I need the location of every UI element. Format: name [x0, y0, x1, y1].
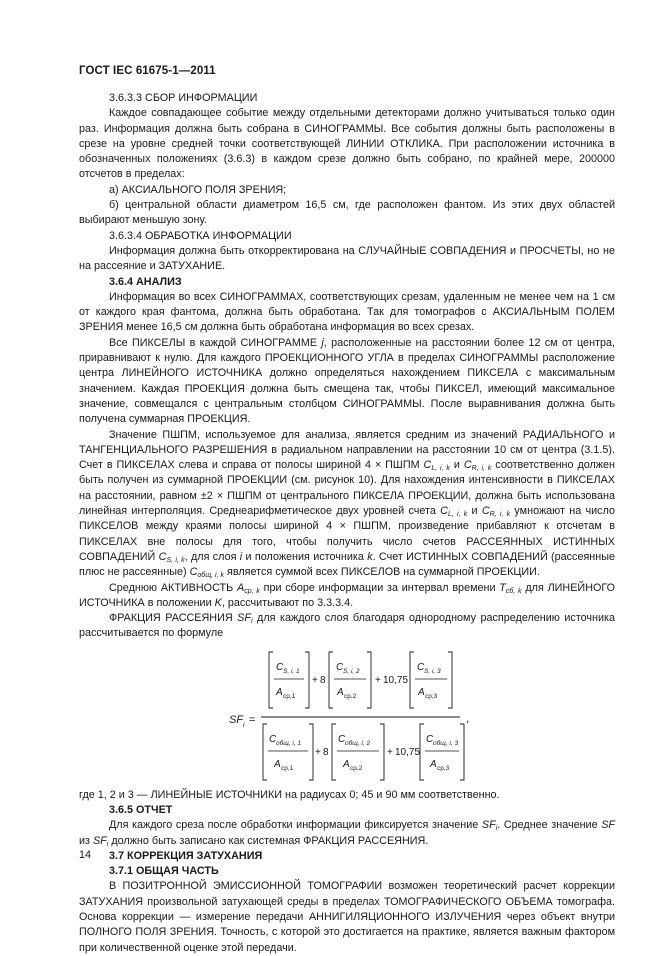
num-c3-sub: S, i, 3 [424, 667, 441, 675]
num-c2: C [336, 661, 344, 673]
page-number: 14 [79, 849, 92, 861]
num-a3-sub: ср,3 [425, 692, 438, 700]
num-a2: A [337, 686, 344, 698]
formula-lhs-sub: i [243, 721, 245, 729]
den-c3: C [426, 733, 434, 745]
den-c2: C [338, 733, 346, 745]
den-a3: A [430, 758, 437, 770]
paragraph-attenuation-general: В ПОЗИТРОННОЙ ЭМИССИОННОЙ ТОМОГРАФИИ возможен теоретический расчет коррекции ЗАТУХАНИЯ произвольной затухающей среды в пределах ТОМОГРАФИЧЕСКОГО ОБЪЕМА томографа. Основа коррекции — измерение передачи АННИГИЛЯЦИОННОГО ИЗЛУЧЕНИЯ через объект внутри ПОЛНОГО ПОЛЯ ЗРЕНИЯ. Точность, с которой это достигается на практике, является важным фактором при количественной оценке этой передачи. [79, 880, 615, 954]
den-c1: C [269, 733, 277, 745]
list-item-b: б) центральной области диаметром 16,5 см, где расположен фантом. Из этих двух областей выбирают меньшую зону. [79, 199, 615, 227]
num-c1: C [276, 661, 284, 673]
den-c1-sub: общ, i, 1 [276, 739, 302, 747]
paragraph-analysis-1: Информация во всех СИНОГРАММАХ, соответствующих срезам, удаленным не менее чем на 1 см от каждого края фантома, должна быть обработана. Так для томографов с АКСИАЛЬНЫМ ПОЛЕМ ЗРЕНИЯ менее 16,5 см должна быть обработана информация во всех срезах. [79, 290, 615, 334]
document-header: ГОСТ IEC 61675-1—2011 [79, 65, 216, 77]
heading-3-7-1: 3.7.1 ОБЩАЯ ЧАСТЬ [109, 865, 219, 878]
paragraph-activity: Среднюю АКТИВНОСТЬ $A_{ср, k}$ при сборе информации за интервал времени $T_{сб, k}$ для ЛИНЕЙНОГО ИСТОЧНИКА в положении K, рассчитывают по 3.3.3.4. [79, 581, 616, 609]
paragraph-data-collection: Каждое совпадающее событие между отдельными детекторами должно учитываться только один раз. Информация должна быть собрана в СИНОГРАММЫ. Все события должны быть расположены в срезе на уровне средней точки соответствующей ЛИНИИ ОТКЛИКА. При расположении источника в обозначенных положениях (3.6.3) в каждом срезе должно быть собрано, по крайней мере, 200000 отсчетов в пределах: [79, 107, 615, 181]
den-a1: A [274, 758, 281, 770]
formula-comma: , [466, 712, 470, 725]
num-plus1: + [312, 674, 318, 686]
formula-equals: = [249, 713, 256, 726]
paragraph-scatter-fraction: ФРАКЦИЯ РАССЕЯНИЯ $SF_i$ для каждого слоя благодаря однородному распределению источника рассчитывается по формуле [79, 612, 615, 640]
den-c2-sub: общ, i, 2 [345, 739, 371, 747]
den-coef1075: 10,75 [395, 746, 421, 758]
denominator [263, 724, 464, 780]
heading-3-6-3-3: 3.6.3.3 СБОР ИНФОРМАЦИИ [109, 92, 258, 104]
den-a2: A [343, 758, 350, 770]
page-content [79, 91, 615, 956]
heading-3-7: 3.7 КОРРЕКЦИЯ ЗАТУХАНИЯ [109, 849, 263, 862]
heading-3-6-3-4: 3.6.3.4 ОБРАБОТКА ИНФОРМАЦИИ [109, 229, 292, 242]
scatter-fraction-formula [79, 648, 615, 782]
paragraph-formula-legend: где 1, 2 и 3 — ЛИНЕЙНЫЕ ИСТОЧНИКИ на радиусах 0; 45 и 90 мм соответственно. [79, 788, 500, 801]
num-plus2: + [375, 674, 381, 686]
num-a2-sub: ср,2 [344, 692, 357, 700]
list-item-a: а) АКСИАЛЬНОГО ПОЛЯ ЗРЕНИЯ; [109, 183, 287, 196]
num-coef8: 8 [320, 674, 326, 686]
num-coef1075: 10,75 [383, 674, 409, 686]
den-plus1: + [315, 746, 321, 758]
num-a3: A [418, 686, 425, 698]
num-a1: A [276, 686, 283, 698]
num-a1-sub: ср,1 [283, 692, 296, 700]
paragraph-data-processing: Информация должна быть откорректирована на СЛУЧАЙНЫЕ СОВПАДЕНИЯ и ПРОСЧЕТЫ, но не на рассеяние и ЗАТУХАНИЕ. [79, 244, 615, 273]
den-plus2: + [387, 746, 393, 758]
formula-lhs: SF [229, 713, 244, 726]
heading-3-6-5: 3.6.5 ОТЧЕТ [109, 803, 173, 816]
den-a1-sub: ср,1 [281, 764, 294, 772]
heading-3-6-4: 3.6.4 АНАЛИЗ [109, 275, 182, 288]
paragraph-report: Для каждого среза после обработки информации фиксируется значение $SF_i$. Среднее значение SF из $SF_i$ должно быть записано как системная ФРАКЦИЯ РАССЕЯНИЯ. [79, 819, 615, 848]
num-c1-sub: S, i, 1 [283, 667, 300, 675]
paragraph-analysis-2: Все ПИКСЕЛЫ в каждой СИНОГРАММЕ j, расположенные на расстоянии более 12 см от центра, приравнивают к нулю. Для каждого ПРОЕКЦИОННОГО УГЛА в пределах СИНОГРАММЫ расположение центра ЛИНЕЙНОГО ИСТОЧНИКА должно определяться нахождением ПИКСЕЛА с максимальным значением. Каждая ПРОЕКЦИЯ должна быть смещена так, чтобы ПИКСЕЛ, имеющий максимальное значение, совмещался с центральным столбцом СИНОГРАММЫ. После выравнивания должна быть получена суммарная ПРОЕКЦИЯ. [79, 336, 615, 426]
paragraph-analysis-3: Значение ПШПМ, используемое для анализа, является средним из значений РАДИАЛЬНОГО и ТАНГЕНЦИАЛЬНОГО РАЗРЕШЕНИЯ в радиальном направлении на расстоянии 10 см от центра (3.1.5). Счет в ПИКСЕЛАХ слева и справа от полосы шириной 4 × ПШПМ $C_{L, i, k}$ и $C_{R, i, k}$ соответственно должен быть получен из суммарной ПРОЕКЦИИ (см. рисунок 10). Для нахождения интенсивности в ПИКСЕЛАХ на расстоянии, равном ±2 × ПШПМ от центрального ПИКСЕЛА ПРОЕКЦИИ, должна быть использована линейная интерполяция. Среднеарифметическое двух уровней счета $C_{L, i, k}$ и $C_{R, i, k}$ умножают на число ПИКСЕЛОВ между краями полосы шириной 4 × ПШПМ, произведение прибавляют к отсчетам в ПИКСЕЛАХ вне полосы для того, чтобы получить число счетов РАССЕЯННЫХ ИСТИННЫХ СОВПАДЕНИЙ $C_{S, i, k}$, для слоя i и положения источника k. Счет ИСТИННЫХ СОВПАДЕНИЙ (рассеянные плюс не рассеянные) $C_{общ, i, k}$ является суммой всех ПИКСЕЛОВ на суммарной ПРОЕКЦИИ. [79, 428, 616, 580]
den-c3-sub: общ, i, 3 [433, 739, 459, 747]
den-coef8: 8 [323, 746, 329, 758]
num-c2-sub: S, i, 2 [343, 667, 360, 675]
den-a2-sub: ср,2 [350, 764, 363, 772]
num-c3: C [417, 661, 425, 673]
den-a3-sub: ср,3 [437, 764, 450, 772]
numerator [269, 652, 452, 708]
